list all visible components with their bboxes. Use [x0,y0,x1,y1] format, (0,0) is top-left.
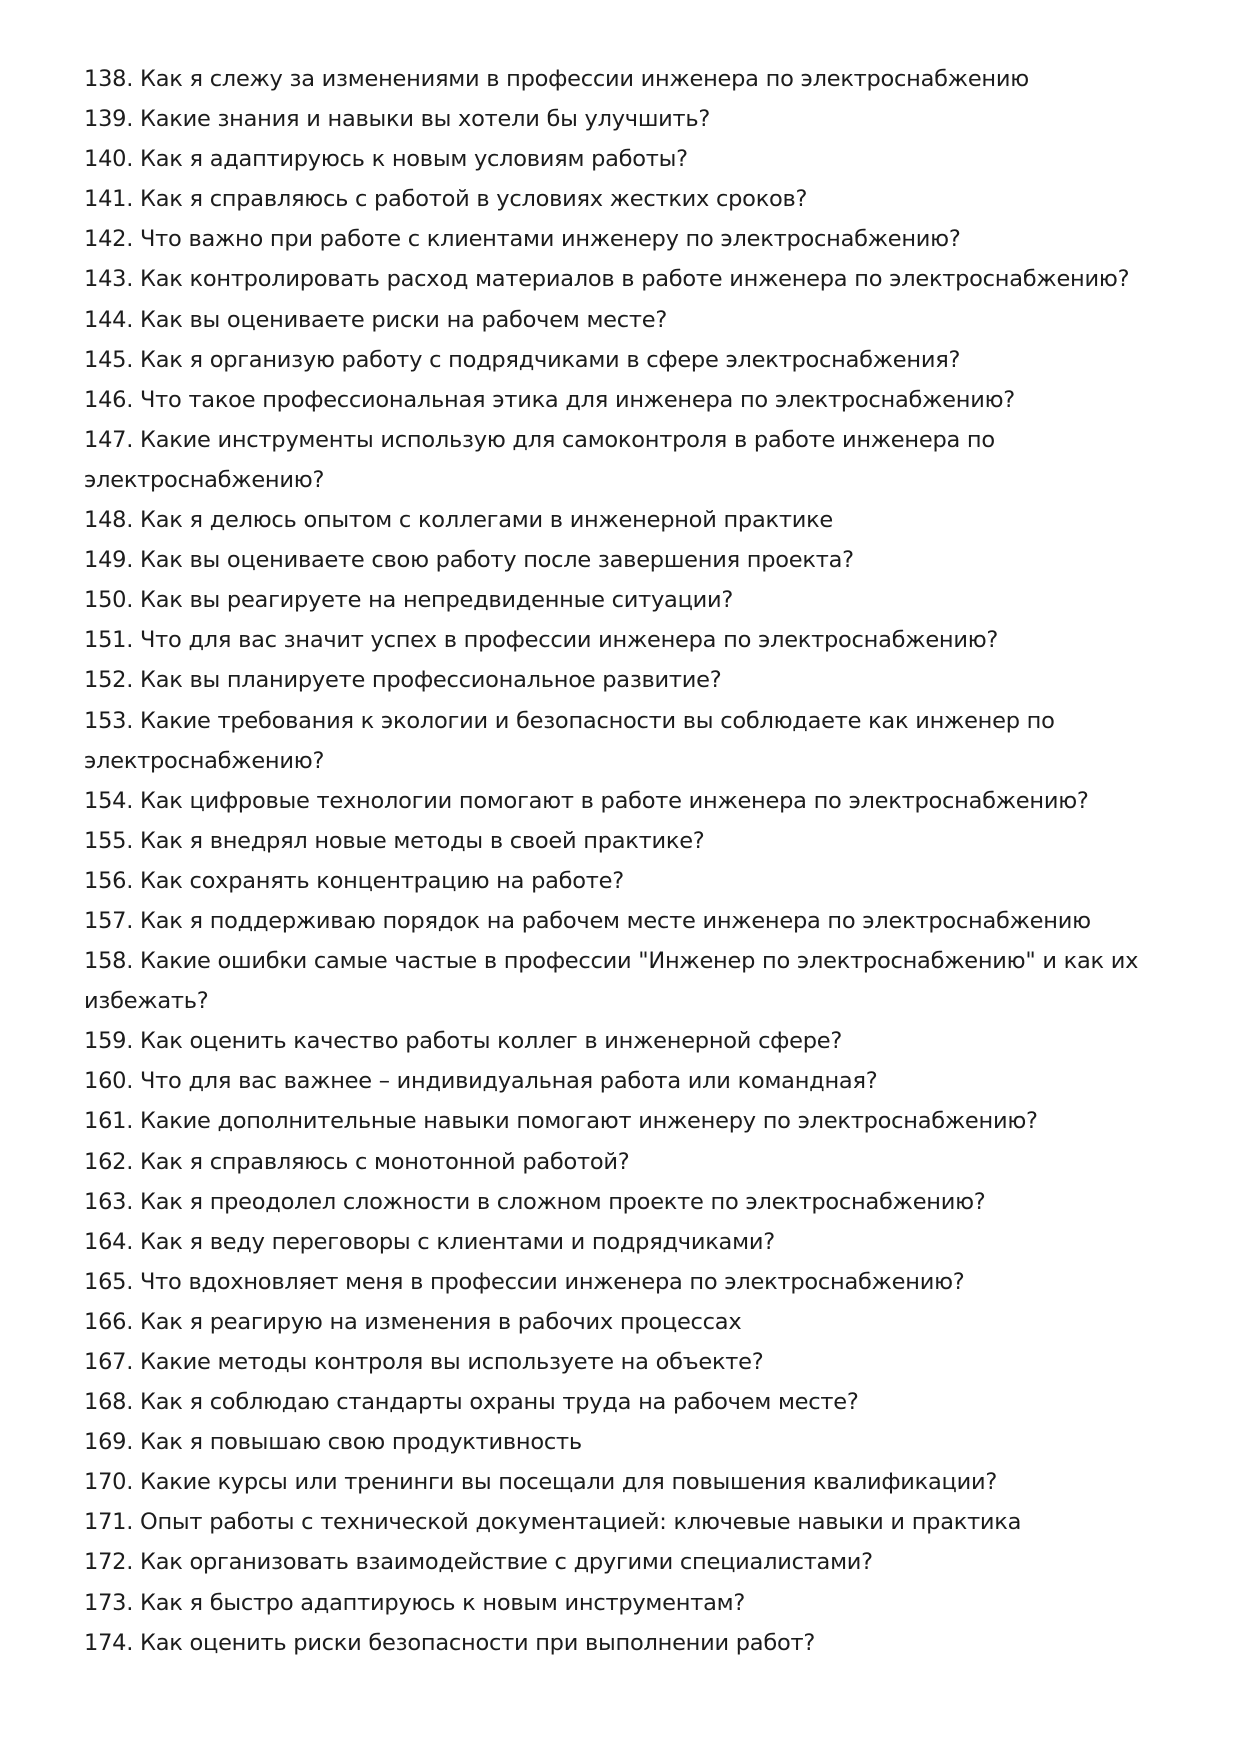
question-148: 148. Как я делюсь опытом с коллегами в инженерной практике [84,507,834,534]
question-161: 161. Какие дополнительные навыки помогают инженеру по электроснабжению? [84,1108,1038,1135]
question-141: 141. Как я справляюсь с работой в условиях жестких сроков? [84,186,808,213]
question-155: 155. Как я внедрял новые методы в своей практике? [84,827,705,854]
question-138: 138. Как я слежу за изменениями в профессии инженера по электроснабжению [84,66,1029,92]
question-168: 168. Как я соблюдаю стандарты охраны труда на рабочем месте? [84,1389,859,1416]
question-158: 158. Какие ошибки самые частые в профессии "Инженер по электроснабжению" и как их избежать? [84,948,1139,1015]
question-154: 154. Как цифровые технологии помогают в работе инженера по электроснабжению? [84,787,1089,814]
question-156: 156. Как сохранять концентрацию на работе? [84,867,624,894]
question-162: 162. Как я справляюсь с монотонной работой? [84,1148,630,1175]
question-159: 159. Как оценить качество работы коллег в инженерной сфере? [84,1028,843,1055]
question-172: 172. Как организовать взаимодействие с другими специалистами? [84,1549,873,1576]
question-151: 151. Что для вас значит успех в профессии инженера по электроснабжению? [84,627,999,654]
question-170: 170. Какие курсы или тренинги вы посещали для повышения квалификации? [84,1469,998,1496]
question-149: 149. Как вы оцениваете свою работу после завершения проекта? [84,547,854,574]
document-page [84,59,1164,1663]
question-139: 139. Какие знания и навыки вы хотели бы улучшить? [84,106,711,133]
question-174: 174. Как оценить риски безопасности при выполнении работ? [84,1629,816,1656]
question-166: 166. Как я реагирую на изменения в рабочих процессах [84,1308,742,1335]
question-167: 167. Какие методы контроля вы используете на объекте? [84,1349,764,1375]
question-147: 147. Какие инструменты использую для самоконтроля в работе инженера по электроснабжению? [84,426,995,493]
question-146: 146. Что такое профессиональная этика для инженера по электроснабжению? [84,386,1015,413]
question-165: 165. Что вдохновляет меня в профессии инженера по электроснабжению? [84,1268,965,1295]
question-160: 160. Что для вас важнее – индивидуальная работа или командная? [84,1068,878,1095]
question-142: 142. Что важно при работе с клиентами инженеру по электроснабжению? [84,226,961,253]
question-140: 140. Как я адаптируюсь к новым условиям работы? [84,146,688,173]
question-169: 169. Как я повышаю свою продуктивность [84,1429,582,1456]
question-157: 157. Как я поддерживаю порядок на рабочем месте инженера по электроснабжению [84,907,1091,934]
question-152: 152. Как вы планируете профессиональное развитие? [84,667,722,694]
question-145: 145. Как я организую работу с подрядчиками в сфере электроснабжения? [84,346,961,373]
question-164: 164. Как я веду переговоры с клиентами и подрядчиками? [84,1228,775,1255]
question-153: 153. Какие требования к экологии и безопасности вы соблюдаете как инженер по электроснабжению? [84,707,1055,774]
question-163: 163. Как я преодолел сложности в сложном проекте по электроснабжению? [84,1188,986,1215]
question-173: 173. Как я быстро адаптируюсь к новым инструментам? [84,1589,746,1616]
question-143: 143. Как контролировать расход материалов в работе инженера по электроснабжению? [84,266,1130,293]
question-171: 171. Опыт работы с технической документацией: ключевые навыки и практика [84,1509,1022,1536]
question-150: 150. Как вы реагируете на непредвиденные ситуации? [84,587,734,614]
question-144: 144. Как вы оцениваете риски на рабочем месте? [84,306,668,333]
